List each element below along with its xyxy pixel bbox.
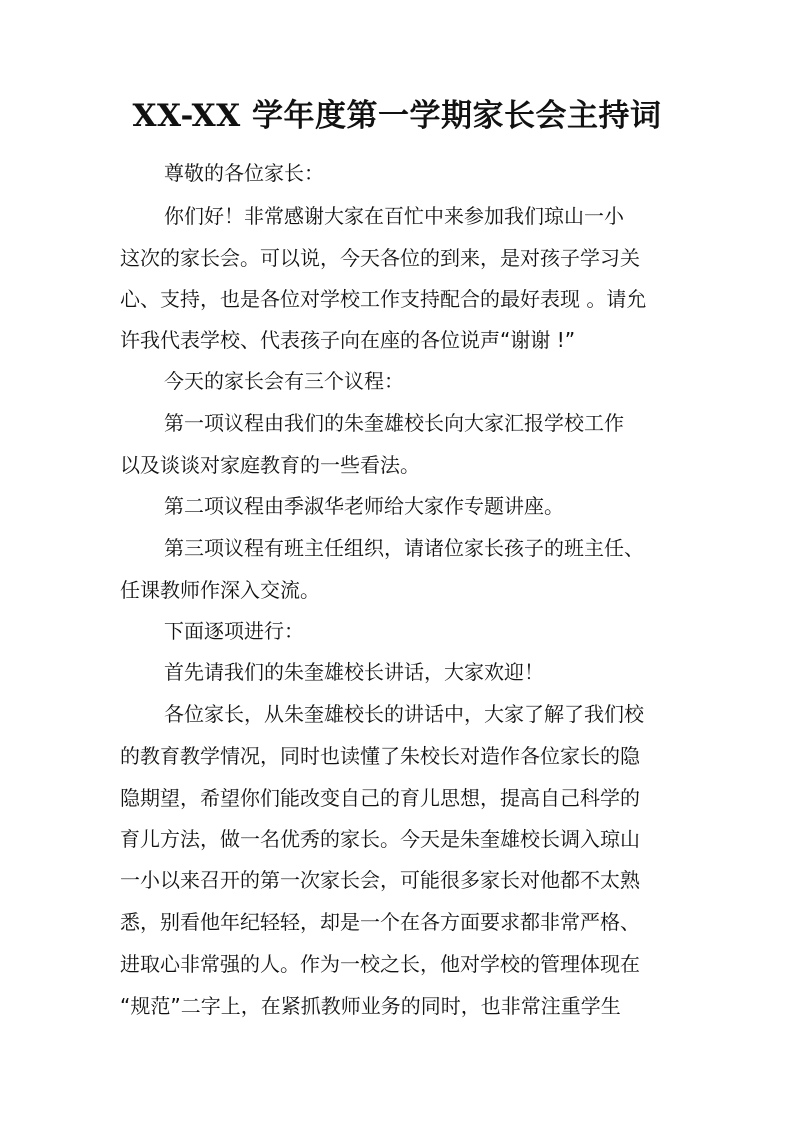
- agenda-item-1: 第一项议程由我们的朱奎雄校长向大家汇报学校工作: [164, 411, 624, 435]
- body-line: 你们好！非常感谢大家在百忙中来参加我们琼山一小: [164, 204, 624, 228]
- body-line: 育儿方法，做一名优秀的家长。今天是朱奎雄校长调入琼山: [120, 827, 640, 851]
- body-line: 进取心非常强的人。作为一校之长，他对学校的管理体现在: [120, 952, 640, 976]
- agenda-item-1-continued: 以及谈谈对家庭教育的一些看法。: [120, 453, 420, 477]
- body-line: “规范”二字上，在紧抓教师业务的同时，也非常注重学生: [120, 994, 621, 1018]
- body-line: 这次的家长会。可以说，今天各位的到来，是对孩子学习关: [120, 246, 640, 270]
- body-line: 首先请我们的朱奎雄校长讲话，大家欢迎！: [164, 660, 544, 684]
- agenda-item-3: 第三项议程有班主任组织，请诸位家长孩子的班主任、: [164, 536, 644, 560]
- body-line: 的教育教学情况，同时也读懂了朱校长对造作各位家长的隐: [120, 744, 640, 768]
- agenda-item-2: 第二项议程由季淑华老师给大家作专题讲座。: [164, 494, 564, 518]
- body-line: 各位家长，从朱奎雄校长的讲话中，大家了解了我们校: [164, 702, 644, 726]
- document-title: XX-XX 学年度第一学期家长会主持词: [132, 98, 662, 134]
- body-line: 今天的家长会有三个议程：: [164, 369, 404, 393]
- body-line: 悉，别看他年纪轻轻，却是一个在各方面要求都非常严格、: [120, 910, 640, 934]
- salutation-line: 尊敬的各位家长：: [164, 161, 324, 185]
- body-line: 隐期望，希望你们能改变自己的育儿思想，提高自己科学的: [120, 786, 640, 810]
- body-line: 一小以来召开的第一次家长会，可能很多家长对他都不太熟: [120, 868, 640, 892]
- body-line: 下面逐项进行：: [164, 619, 304, 643]
- agenda-item-3-continued: 任课教师作深入交流。: [120, 578, 320, 602]
- body-line: 许我代表学校、代表孩子向在座的各位说声“谢谢 !”: [120, 328, 576, 352]
- body-line: 心、支持，也是各位对学校工作支持配合的最好表现 。请允: [120, 287, 647, 311]
